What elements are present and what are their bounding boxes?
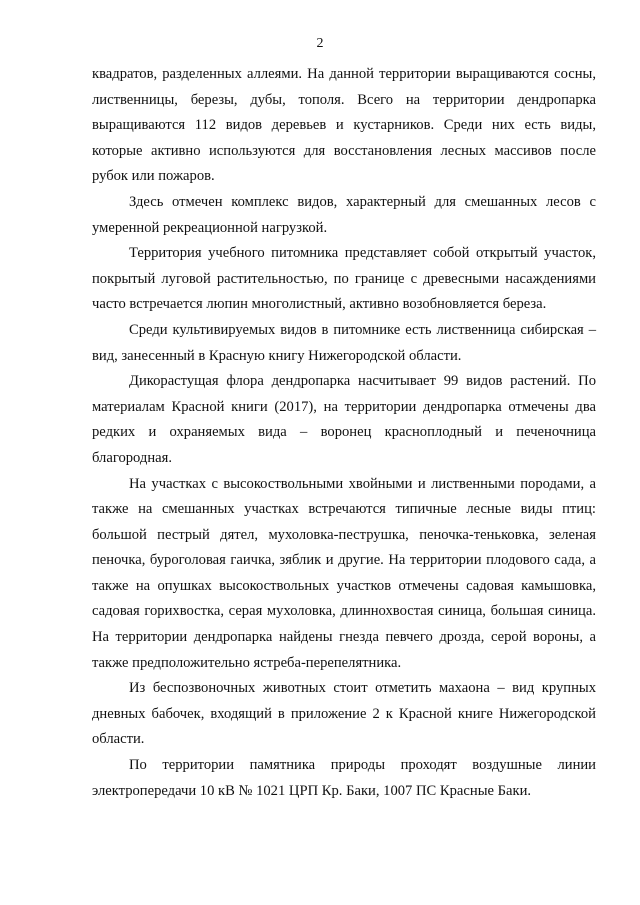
paragraph-4: Среди культивируемых видов в питомнике есть лиственница сибирская – вид, занесенный в Красную книгу Нижегородской области.	[92, 321, 596, 364]
paragraph-8: По территории памятника природы проходят воздушные линии электропередачи 10 кВ № 1021 ЦРП Кр. Баки, 1007 ПС Красные Баки.	[92, 757, 596, 799]
paragraph-2: Здесь отмечен комплекс видов, характерный для смешанных лесов с умеренной рекреационной нагрузкой.	[92, 193, 596, 236]
page-number: 2	[316, 36, 324, 51]
paragraph-5: Дикорастущая флора дендропарка насчитывает 99 видов растений. По материалам Красной книги (2017), на территории дендропарка отмечены два редких и охраняемых вида – воронец красноплодный и печеночница благородная.	[92, 373, 596, 466]
document-body	[92, 62, 596, 804]
paragraph-3: Территория учебного питомника представляет собой открытый участок, покрытый луговой растительностью, по границе с древесными насаждениями часто встречается люпин многолистный, активно возобновляется береза.	[92, 245, 596, 313]
paragraph-6: На участках с высокоствольными хвойными и лиственными породами, а также на смешанных участках встречаются типичные лесные виды птиц: большой пестрый дятел, мухоловка-пеструшка, пеночка-теньковка, зеленая пеночка, буроголовая гаичка, зяблик и другие. На территории плодового сада, а также на опушках высокоствольных участков отмечены садовая камышовка, садовая горихвостка, серая мухоловка, длиннохвостая синица, большая синица. На территории дендропарка найдены гнезда певчего дрозда, серой вороны, а также предположительно ястреба-перепелятника.	[92, 475, 596, 671]
paragraph-1: квадратов, разделенных аллеями. На данной территории выращиваются сосны, лиственницы, березы, дубы, тополя. Всего на территории дендропарка выращиваются 112 видов деревьев и кустарников. Среди них есть виды, которые активно используются для восстановления лесных массивов после рубок или пожаров.	[92, 66, 596, 185]
paragraph-7: Из беспозвоночных животных стоит отметить махаона – вид крупных дневных бабочек, входящий в приложение 2 к Красной книге Нижегородской области.	[92, 680, 596, 748]
